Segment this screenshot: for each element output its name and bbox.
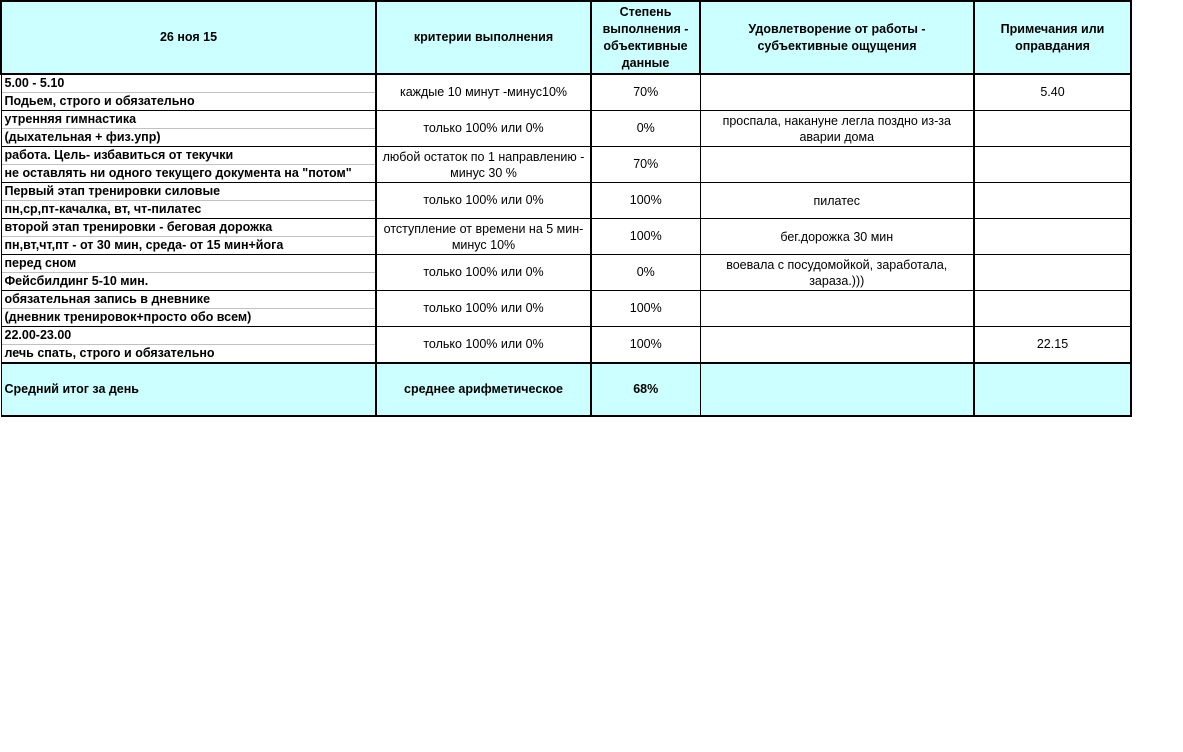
notes-cell[interactable]: 22.15 [974,327,1131,364]
task-line2: пн,вт,чт,пт - от 30 мин, среда- от 15 мин+йога [4,238,284,252]
notes-cell[interactable]: 5.40 [974,74,1131,111]
task-cell[interactable] [1,147,376,183]
degree-cell[interactable]: 70% [591,147,700,183]
notes-cell[interactable] [974,291,1131,327]
degree-cell[interactable]: 0% [591,255,700,291]
satisfaction-cell[interactable] [700,327,974,364]
task-cell[interactable] [1,291,376,327]
summary-label[interactable]: Средний итог за день [1,363,376,416]
satisfaction-cell[interactable] [700,291,974,327]
criteria-cell[interactable]: только 100% или 0% [376,291,591,327]
criteria-cell[interactable]: отступление от времени на 5 мин- минус 10% [376,219,591,255]
table-row [1,74,1131,111]
table-row [1,183,1131,219]
satisfaction-cell[interactable]: проспала, накануне легла поздно из-за аварии дома [700,111,974,147]
task-line2: Фейсбилдинг 5-10 мин. [4,274,149,288]
task-line1: 22.00-23.00 [2,327,376,345]
task-line2: не оставлять ни одного текущего документа на "потом" [4,166,352,180]
criteria-cell[interactable]: только 100% или 0% [376,255,591,291]
degree-cell[interactable]: 100% [591,219,700,255]
task-line2: Подьем, строго и обязательно [4,94,195,108]
degree-cell[interactable]: 0% [591,111,700,147]
task-cell[interactable] [1,219,376,255]
criteria-cell[interactable]: только 100% или 0% [376,183,591,219]
task-line2: (дыхательная + физ.упр) [4,130,161,144]
header-degree[interactable]: Степень выполнения - объективные данные [591,1,700,74]
summary-degree[interactable]: 68% [591,363,700,416]
table-row [1,219,1131,255]
header-row [1,1,1131,74]
criteria-cell[interactable]: любой остаток по 1 направлению - минус 30 % [376,147,591,183]
task-line2: пн,ср,пт-качалка, вт, чт-пилатес [4,202,202,216]
header-satisfaction[interactable]: Удовлетворение от работы - субъективные ощущения [700,1,974,74]
criteria-cell[interactable]: каждые 10 минут -минус10% [376,74,591,111]
task-line1: обязательная запись в дневнике [2,291,376,309]
task-cell[interactable] [1,255,376,291]
degree-cell[interactable]: 100% [591,183,700,219]
header-date[interactable]: 26 ноя 15 [1,1,376,74]
task-line1: второй этап тренировки - беговая дорожка [2,219,376,237]
satisfaction-cell[interactable] [700,74,974,111]
task-cell[interactable] [1,183,376,219]
table-row [1,291,1131,327]
header-notes[interactable]: Примечания или оправдания [974,1,1131,74]
task-line1: утренняя гимнастика [2,111,376,129]
notes-cell[interactable] [974,147,1131,183]
table-row [1,111,1131,147]
summary-criteria[interactable]: среднее арифметическое [376,363,591,416]
task-line1: работа. Цель- избавиться от текучки [2,147,376,165]
notes-cell[interactable] [974,255,1131,291]
summary-row [1,363,1131,416]
task-line2: (дневник тренировок+просто обо всем) [4,310,252,324]
criteria-cell[interactable]: только 100% или 0% [376,327,591,364]
table-row [1,147,1131,183]
table-row [1,327,1131,364]
degree-cell[interactable]: 100% [591,327,700,364]
summary-notes[interactable] [974,363,1131,416]
task-cell[interactable] [1,327,376,364]
summary-satisfaction[interactable] [700,363,974,416]
table-row [1,255,1131,291]
notes-cell[interactable] [974,183,1131,219]
task-line1: Первый этап тренировки силовые [2,183,376,201]
notes-cell[interactable] [974,219,1131,255]
task-cell[interactable] [1,74,376,111]
header-criteria[interactable]: критерии выполнения [376,1,591,74]
task-line2: лечь спать, строго и обязательно [4,346,215,360]
satisfaction-cell[interactable]: бег.дорожка 30 мин [700,219,974,255]
satisfaction-cell[interactable]: воевала с посудомойкой, заработала, зараза.))) [700,255,974,291]
criteria-cell[interactable]: только 100% или 0% [376,111,591,147]
satisfaction-cell[interactable] [700,147,974,183]
degree-cell[interactable]: 70% [591,74,700,111]
task-line1: 5.00 - 5.10 [2,75,376,93]
task-line1: перед сном [2,255,376,273]
satisfaction-cell[interactable]: пилатес [700,183,974,219]
notes-cell[interactable] [974,111,1131,147]
task-cell[interactable] [1,111,376,147]
degree-cell[interactable]: 100% [591,291,700,327]
